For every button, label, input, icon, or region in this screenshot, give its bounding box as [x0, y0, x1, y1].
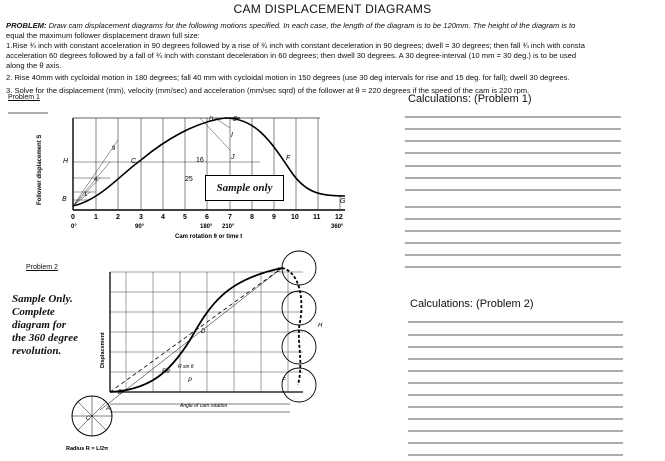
- p2-label-rtheta: Rθ: [162, 369, 170, 375]
- p1-tick-3: 3: [139, 214, 143, 221]
- p1-tick-0: 0: [71, 214, 75, 221]
- p2-label-c: C: [86, 416, 91, 422]
- page-title: CAM DISPLACEMENT DIAGRAMS: [233, 2, 432, 16]
- p2-label-a: A: [106, 406, 111, 412]
- p1-deg-90: 90°: [135, 224, 145, 230]
- p1-label-16: 16: [196, 157, 204, 164]
- p1-x-axis-label: Cam rotation θ or time t: [175, 234, 243, 240]
- p1-tick-8: 8: [250, 214, 254, 221]
- p1-label-d: D: [209, 117, 214, 123]
- p1-tick-1: 1: [94, 214, 98, 221]
- problem-item-1a: 1.Rise ¾ inch with constant acceleration in 90 degrees followed by a rise of ¾ inch with constant deceleration in 90 degrees; dwell = 30 degrees; then fall ¾ inch with consta: [6, 41, 585, 50]
- p1-deg-0: 0°: [71, 224, 77, 230]
- p2-label-p: P: [188, 378, 193, 384]
- calc-title-problem-2: Calculations: (Problem 2): [410, 298, 534, 310]
- p2-x-axis-label: Angle of cam rotation: [180, 403, 228, 409]
- problem-lead: PROBLEM:: [6, 21, 47, 30]
- p1-label-h: H: [63, 158, 69, 165]
- sample-only-box: Sample only: [205, 175, 284, 201]
- problem-1-label: Problem 1: [8, 94, 40, 101]
- sample-note-line: the 360 degree: [12, 332, 78, 344]
- p1-deg-180: 180°: [200, 224, 213, 230]
- p1-label-b: B: [62, 196, 67, 203]
- p1-tick-12: 12: [335, 214, 343, 221]
- problem-item-3: 3. Solve for the displacement (mm), velocity (mm/sec) and acceleration (mm/sec sqrd) of the follower at θ = 220 degrees if the speed of the cam is 220 rpm.: [6, 86, 530, 95]
- problem-2-label: Problem 2: [26, 264, 58, 271]
- problem-item-1b: acceleration 60 degrees followed by a fall of ¾ inch with constant deceleration in 60 degrees; then dwell 30 degrees. A 30 degree-interval (10 mm = 30 deg.) is to be used: [6, 51, 577, 60]
- p2-y-axis-label: Displacement: [100, 332, 106, 368]
- p1-deg-360: 360°: [331, 224, 344, 230]
- problem-line-2: equal the maximum follower displacement drawn full size:: [6, 31, 200, 40]
- p1-tick-10: 10: [291, 214, 299, 221]
- p1-tick-11: 11: [313, 214, 321, 221]
- p1-deg-210: 210°: [222, 224, 235, 230]
- sample-note-line: revolution.: [12, 345, 62, 357]
- p1-label-e: E: [233, 117, 238, 123]
- p2-label-d: D: [201, 329, 206, 335]
- problem-text: Draw cam displacement diagrams for the following motions specified. In each case, the length of the diagram is to be 120mm. The height of the diagram is to: [46, 21, 576, 30]
- sample-note-problem-2: [12, 293, 78, 358]
- p1-label-f: F: [286, 155, 291, 162]
- p1-tick-9: 9: [272, 214, 276, 221]
- p1-y-axis-label: Follower displacement S: [37, 134, 43, 205]
- p2-label-rsin: R sin θ: [178, 364, 194, 370]
- p1-label-9: 9: [112, 146, 116, 152]
- p1-tick-5: 5: [183, 214, 187, 221]
- p1-label-j: J: [231, 154, 235, 161]
- problem-item-2: 2. Rise 40mm with cycloidal motion in 180 degrees; fall 40 mm with cycloidal motion in 150 degrees (use 30 deg intervals for rise and 15 deg. for fall); dwell 30 degrees.: [6, 73, 570, 82]
- p2-label-h: H: [318, 323, 323, 329]
- sample-note-line: diagram for: [12, 319, 67, 331]
- p1-tick-2: 2: [116, 214, 120, 221]
- p1-label-g: G: [340, 198, 346, 205]
- p2-label-e: E: [277, 268, 282, 274]
- p1-label-1: 1: [84, 192, 88, 198]
- p1-label-25: 25: [185, 176, 193, 183]
- p1-label-i: I: [231, 132, 233, 139]
- p1-tick-6: 6: [205, 214, 209, 221]
- sample-note-line: Complete: [12, 306, 55, 318]
- p1-label-c: C: [131, 158, 137, 165]
- p2-radius-label: Radius R = L/2π: [66, 446, 109, 452]
- p1-tick-7: 7: [228, 214, 232, 221]
- p2-label-f: F: [282, 378, 286, 384]
- p1-label-4: 4: [94, 177, 98, 183]
- problem-item-1c: along the θ axis.: [6, 61, 62, 70]
- p2-label-b: B: [118, 390, 123, 396]
- calc-title-problem-1: Calculations: (Problem 1): [408, 93, 532, 105]
- sample-note-line: Sample Only.: [12, 293, 73, 305]
- p1-tick-4: 4: [161, 214, 165, 221]
